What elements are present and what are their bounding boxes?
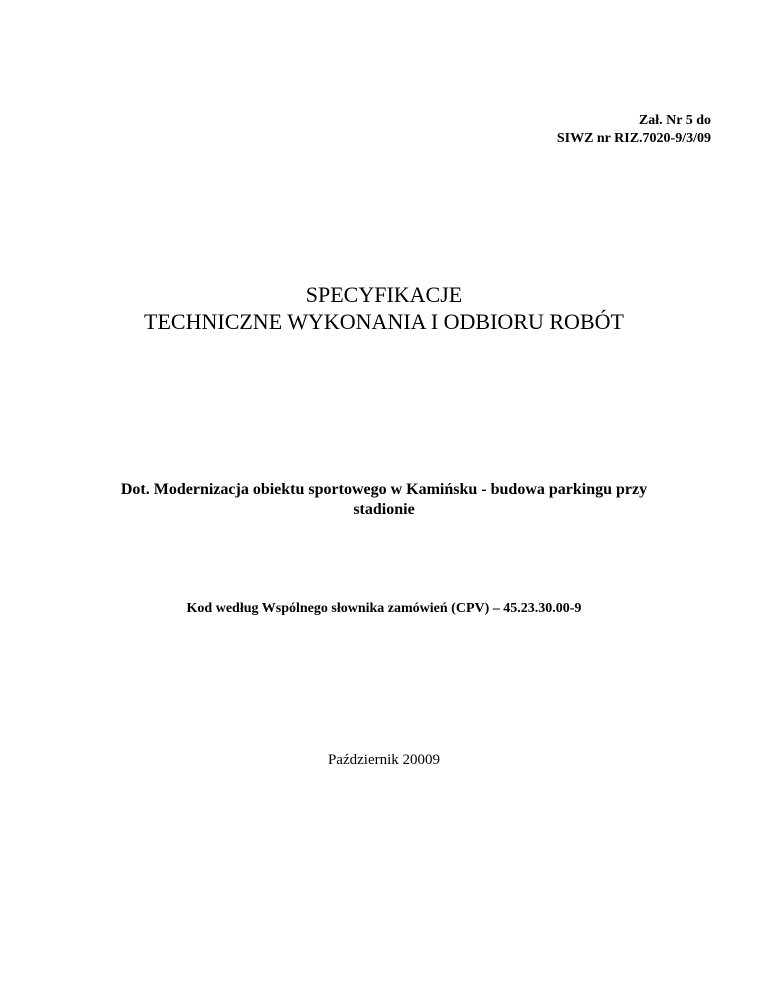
document-date: Październik 20009: [327, 752, 441, 768]
document-title-line-1: SPECYFIKACJE: [305, 282, 463, 307]
document-title-line-2: TECHNICZNE WYKONANIA I ODBIORU ROBÓT: [144, 309, 624, 334]
attachment-line-1: Zał. Nr 5 do: [638, 113, 711, 128]
cpv-code: Kod według Wspólnego słownika zamówień (CPV) – 45.23.30.00-9: [186, 601, 582, 616]
document-subject: [80, 480, 688, 520]
document-subject-line-1: Dot. Modernizacja obiektu sportowego w Kamińsku - budowa parkingu przy: [120, 481, 648, 498]
document-title: [0, 281, 768, 335]
document-subject-line-2: stadionie: [353, 501, 415, 518]
attachment-line-2: SIWZ nr RIZ.7020-9/3/09: [556, 131, 711, 146]
attachment-reference: [557, 112, 711, 148]
